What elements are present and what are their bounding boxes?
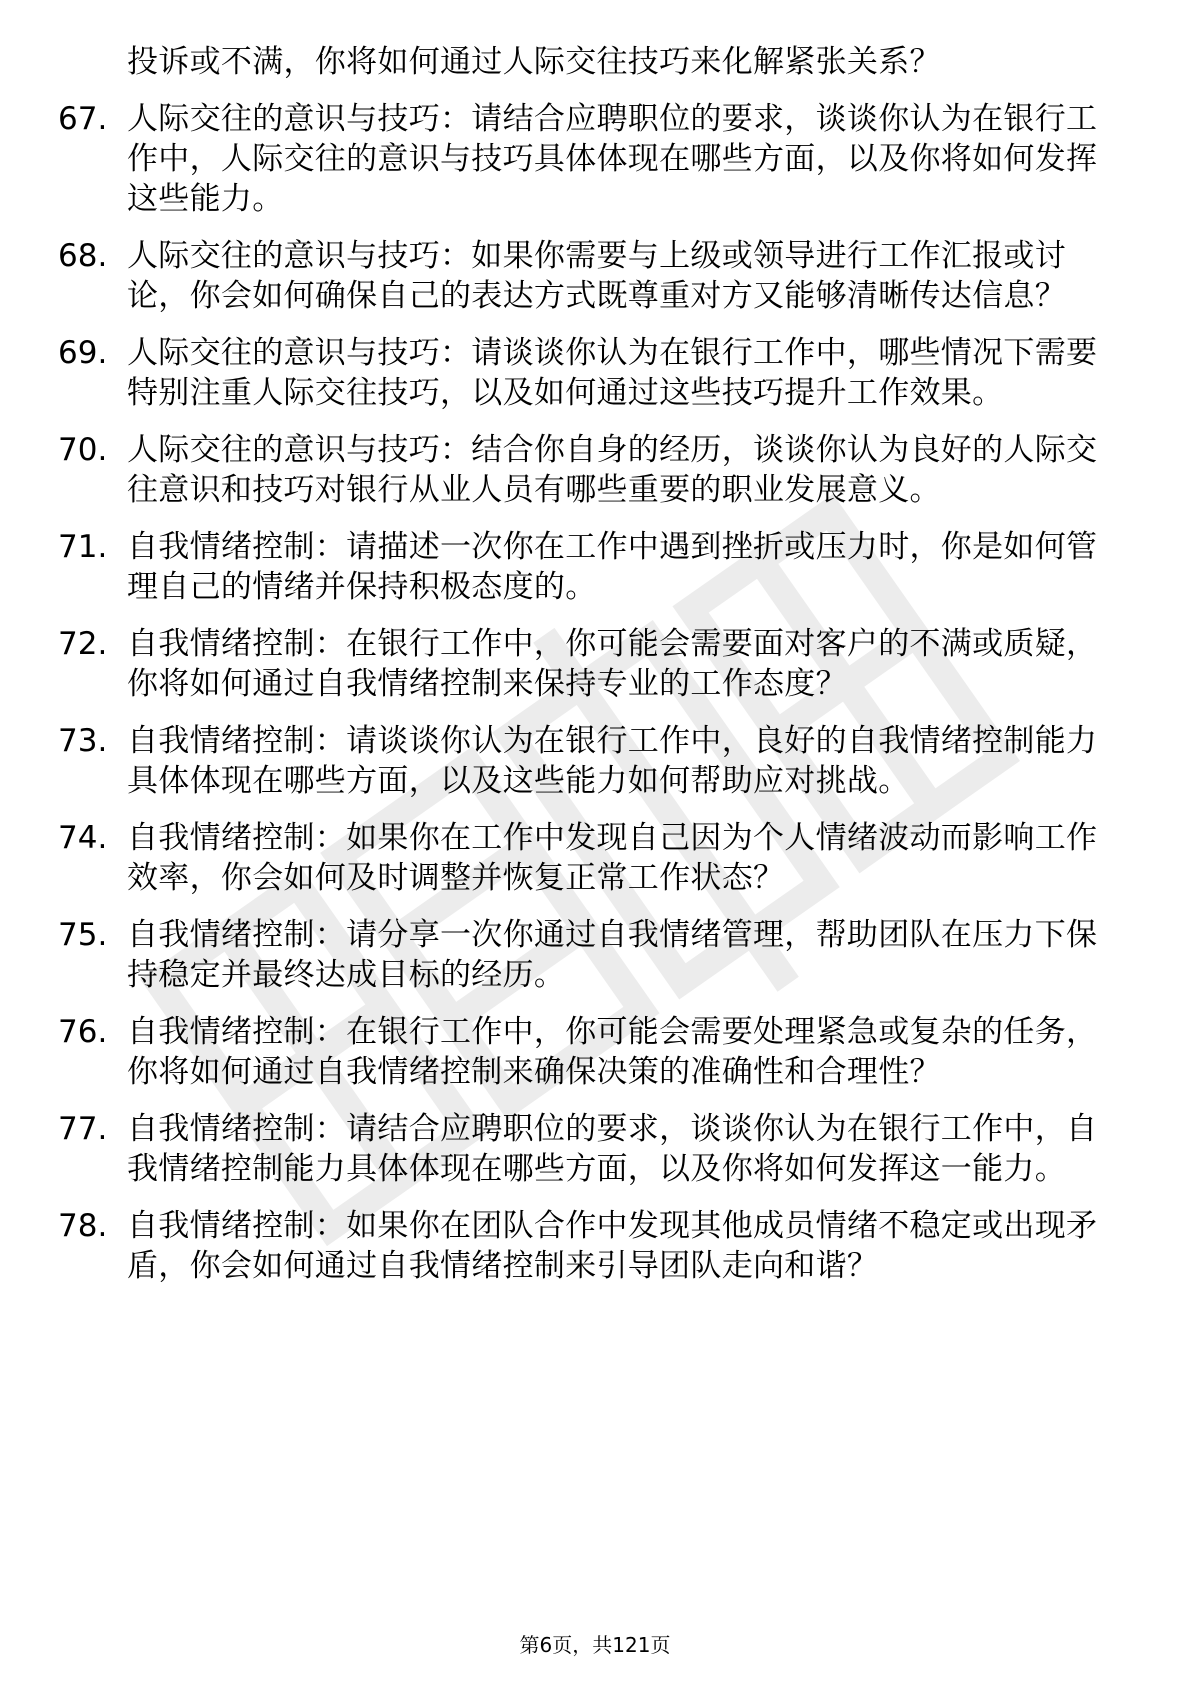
item-text: 自我情绪控制：在银行工作中，你可能会需要面对客户的不满或质疑，你将如何通过自我情绪控制来保持专业的工作态度？	[127, 626, 1098, 702]
list-item	[0, 818, 1190, 898]
list-item	[0, 333, 1190, 413]
item-number: 70.	[58, 432, 108, 468]
item-text: 人际交往的意识与技巧：结合你自身的经历，谈谈你认为良好的人际交往意识和技巧对银行从业人员有哪些重要的职业发展意义。	[127, 432, 1098, 508]
item-number: 68.	[58, 238, 108, 274]
item-text: 自我情绪控制：如果你在工作中发现自己因为个人情绪波动而影响工作效率，你会如何及时调整并恢复正常工作状态？	[127, 820, 1098, 896]
item-number: 78.	[58, 1208, 108, 1244]
list-item	[0, 99, 1190, 219]
item-number: 77.	[58, 1111, 108, 1147]
list-item	[0, 430, 1190, 510]
item-text: 自我情绪控制：在银行工作中，你可能会需要处理紧急或复杂的任务，你将如何通过自我情绪控制来确保决策的准确性和合理性？	[127, 1014, 1098, 1090]
item-text: 人际交往的意识与技巧：请谈谈你认为在银行工作中，哪些情况下需要特别注重人际交往技巧，以及如何通过这些技巧提升工作效果。	[127, 335, 1098, 411]
item-text: 自我情绪控制：请分享一次你通过自我情绪管理，帮助团队在压力下保持稳定并最终达成目标的经历。	[127, 917, 1098, 993]
list-item	[0, 624, 1190, 704]
item-text: 自我情绪控制：请结合应聘职位的要求，谈谈你认为在银行工作中，自我情绪控制能力具体体现在哪些方面，以及你将如何发挥这一能力。	[127, 1111, 1098, 1187]
question-list	[0, 42, 1190, 1286]
item-number: 75.	[58, 917, 108, 953]
item-number: 71.	[58, 529, 108, 565]
item-text: 人际交往的意识与技巧：如果你需要与上级或领导进行工作汇报或讨论，你会如何确保自己的表达方式既尊重对方又能够清晰传达信息？	[127, 238, 1066, 314]
item-text: 自我情绪控制：请描述一次你在工作中遇到挫折或压力时，你是如何管理自己的情绪并保持积极态度的。	[127, 529, 1098, 605]
item-text: 人际交往的意识与技巧：请结合应聘职位的要求，谈谈你认为在银行工作中，人际交往的意识与技巧具体体现在哪些方面，以及你将如何发挥这些能力。	[127, 101, 1098, 217]
list-item	[0, 236, 1190, 316]
list-item	[0, 915, 1190, 995]
item-number: 74.	[58, 820, 108, 856]
item-number: 72.	[58, 626, 108, 662]
list-item	[0, 1012, 1190, 1092]
list-item	[0, 721, 1190, 801]
item-number: 76.	[58, 1014, 108, 1050]
item-text: 自我情绪控制：如果你在团队合作中发现其他成员情绪不稳定或出现矛盾，你会如何通过自我情绪控制来引导团队走向和谐？	[127, 1208, 1098, 1284]
list-item	[0, 527, 1190, 607]
item-text: 自我情绪控制：请谈谈你认为在银行工作中，良好的自我情绪控制能力具体体现在哪些方面，以及这些能力如何帮助应对挑战。	[127, 723, 1098, 799]
item-number: 73.	[58, 723, 108, 759]
list-item	[0, 1206, 1190, 1286]
item-number: 69.	[58, 335, 108, 371]
list-item	[0, 1109, 1190, 1189]
item-text: 投诉或不满，你将如何通过人际交往技巧来化解紧张关系？	[127, 44, 941, 80]
list-item	[0, 42, 1190, 82]
page-number-footer: 第6页，共121页	[519, 1633, 671, 1657]
item-number: 67.	[58, 101, 108, 137]
